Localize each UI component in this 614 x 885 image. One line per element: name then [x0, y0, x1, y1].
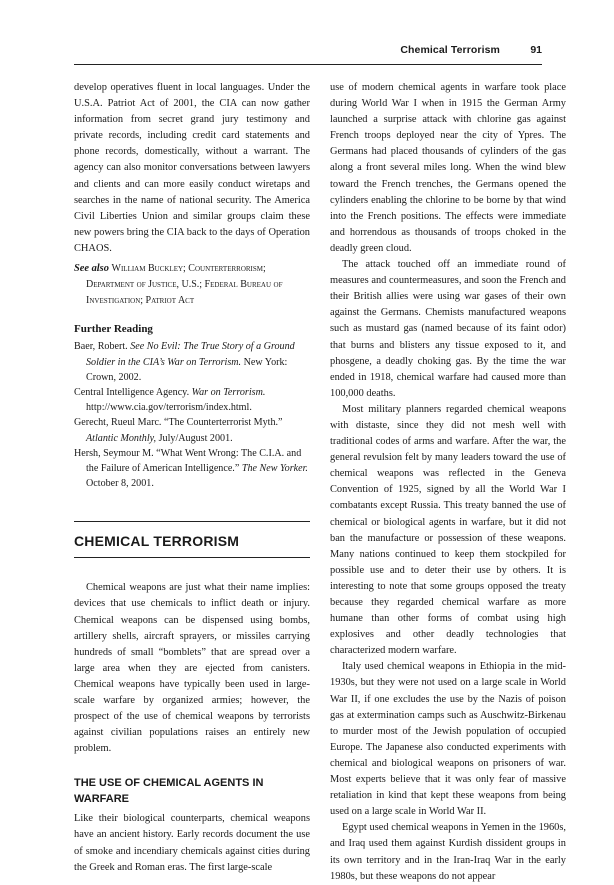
reference-item: [74, 415, 310, 445]
intro-paragraph: Chemical weapons are just what their name implies: devices that use chemicals to inflict death or injury. Chemical weapons can be dispensed using bombs, artillery shells, aircraft sprayers, or missiles carrying hundreds of small “bomblets” that are spread over a large area when they are ejected from canisters. Chemical weapons have typically been used in large-scale warfare by organized armies; however, the prospect of the use of chemical weapons by terrorists against civilian populations raises an entirely new problem.: [74, 582, 310, 755]
reference-details: New York: Crown, 2002.: [86, 356, 288, 383]
reference-details: July/August 2001.: [156, 432, 233, 444]
reference-author: Central Intelligence Agency.: [74, 386, 192, 398]
see-also-references: William Buckley; Counterterrorism; Department of Justice, U.S.; Federal Bureau of Investigation; Patriot Act: [86, 263, 283, 307]
history-paragraph: Like their biological counterparts, chemical weapons have an ancient history. Early records document the use of smoke and incendiary chemicals against cities during the Greek and Roman eras. The first large-scale: [74, 813, 310, 873]
reference-author: Gerecht, Rueul Marc. “The Counterterrorist Myth.”: [74, 417, 283, 429]
paragraph-3: Most military planners regarded chemical weapons with distaste, since they did not mesh well with traditional codes of arms and warfare. After the war, the general revulsion felt by many leaders toward the use of chemical weapons was reflected in the Geneva Convention of 1925, signed by all the World War I combatants except Russia. This treaty banned the use of chemical or biological agents in warfare, but it did not ban the manufacture or possession of these weapons. Many nations continued to keep them stockpiled for possible use and to deter their use by others. It is interesting to note that some groups opposed the treaty because they regarded chemical warfare as more humane than other forms of combat using high explosives and other deadly technologies that characterized modern warfare.: [330, 403, 566, 657]
see-also-label: See also: [74, 263, 109, 275]
reference-item: [74, 446, 310, 492]
reference-author: Hersh, Seymour M. “What Went Wrong: The C.I.A. and the Failure of American Intelligence.”: [74, 447, 302, 474]
reference-details: http://www.cia.gov/terrorism/index.html.: [86, 402, 252, 414]
reference-item: [74, 385, 310, 415]
reference-item: [74, 339, 310, 385]
reference-title: Atlantic Monthly,: [86, 432, 157, 444]
chapter-rule-top: [74, 521, 310, 522]
reference-title: The New Yorker.: [241, 462, 308, 474]
further-reading-heading: Further Reading: [74, 323, 153, 336]
chapter-title: CHEMICAL TERRORISM: [74, 533, 240, 550]
paragraph-2: The attack touched off an immediate round of measures and countermeasures, and soon the French and their British allies were using war gases of their own against the Germans. Chemists manufactured weapons such as mustard gas (named because of its faint odor) that burns and blisters any tissue exposed to it, and phosgene, a deadly choking gas. By the time the war ended in 1918, chemical warfare had caused more than 100,000 deaths.: [330, 259, 566, 399]
left-column: [74, 80, 310, 876]
page-number: 91: [530, 44, 542, 56]
reference-author: Baer, Robert.: [74, 341, 131, 353]
reference-details: October 8, 2001.: [86, 478, 154, 490]
see-also: [74, 261, 310, 309]
right-column: [330, 80, 566, 885]
chapter-rule-bottom: [74, 557, 310, 558]
continued-paragraph: develop operatives fluent in local languages. Under the U.S.A. Patriot Act of 2001, the CIA can now gather information from secret grand jury testimony and private records, including credit card statements and phone records, domestically, without a warrant. The agency can also monitor conversations between lawyers and clients and can more easily conduct wiretaps and searches in the name of national security. The America Civil Liberties Union and similar groups claim these new powers bring the CIA back to the days of Operation CHAOS.: [74, 82, 310, 254]
reference-title: See No Evil: The True Story of a Ground Soldier in the CIA’s War on Terrorism.: [86, 341, 295, 368]
paragraph-1: use of modern chemical agents in warfare took place during World War I when in 1915 the German Army launched a surprise attack with chlorine gas against French troops deployed near the city of Ypres. The Germans had placed thousands of cylinders of the gas along a front several miles long. When the wind blew toward the French trenches, the Germans opened the cylinders enabling the chlorine to be borne by that wind into the French positions. The effects were immediate and horrendous as thousands of troops choked in the deadly green cloud.: [330, 82, 566, 254]
paragraph-4: Italy used chemical weapons in Ethiopia in the mid-1930s, but they were not used on a large scale in World War II, if one excludes the use by the Nazis of poison gas at extermination camps such as Auschwitz-Birkenau to murder most of the Jewish population of occupied Europe. The Japanese also conducted experiments with chemical and biological weapons on prisoners of war. Most experts believe that it was only fear of massive retaliation in kind that kept these weapons from being used on a large scale in World War II.: [330, 661, 566, 818]
paragraph-5: Egypt used chemical weapons in Yemen in the 1960s, and Iraq used them against Kurdish dissident groups in its own territory and in the Iran-Iraq War in the early 1980s, but these weapons do not appear: [330, 822, 566, 882]
section-subheading: THE USE OF CHEMICAL AGENTS IN WARFARE: [74, 777, 264, 806]
running-title: Chemical Terrorism: [400, 44, 500, 56]
reference-title: War on Terrorism.: [191, 386, 266, 398]
running-header: [74, 38, 542, 65]
